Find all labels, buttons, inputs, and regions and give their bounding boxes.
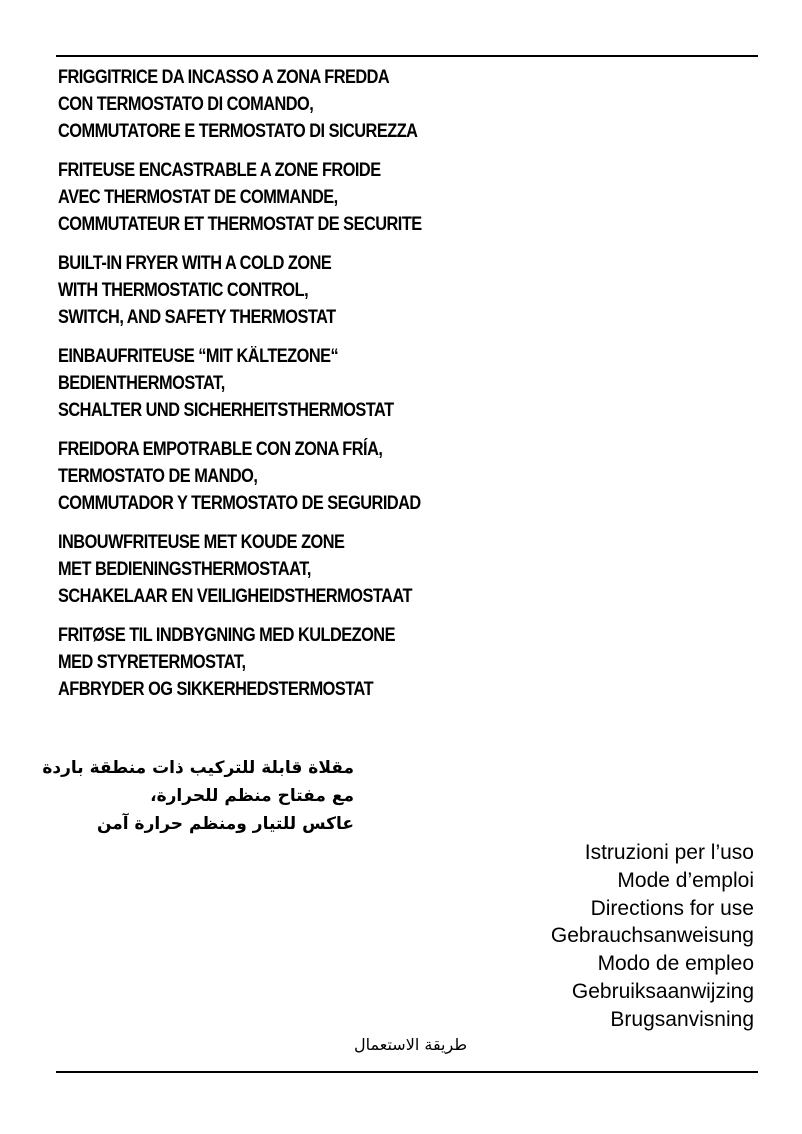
title-line: TERMOSTATO DE MANDO,: [58, 466, 258, 487]
title-line: مع مفتاح منظم للحرارة،: [150, 786, 354, 806]
title-line: AFBRYDER OG SIKKERHEDSTERMOSTAT: [58, 679, 374, 700]
title-block-spanish: [58, 436, 748, 517]
instructions-label-dutch: Gebruiksaanwijzing: [571, 979, 754, 1003]
title-block-german: [58, 343, 748, 424]
title-line: عاكس للتيار ومنظم حرارة آمن: [96, 814, 354, 834]
title-block-italian: [58, 64, 748, 145]
title-block-dutch: [58, 529, 748, 610]
instructions-label-english: Directions for use: [590, 896, 754, 920]
title-line: BEDIENTHERMOSTAT,: [58, 373, 225, 394]
title-line: COMMUTADOR Y TERMOSTATO DE SEGURIDAD: [58, 493, 421, 514]
top-rule: [56, 55, 758, 57]
title-line: SCHALTER UND SICHERHEITSTHERMOSTAT: [58, 400, 394, 421]
title-line: مقلاة قابلة للتركيب ذات منطقة باردة: [42, 758, 354, 778]
title-line: WITH THERMOSTATIC CONTROL,: [58, 280, 309, 301]
product-titles: [58, 64, 748, 715]
title-line: FRIGGITRICE DA INCASSO A ZONA FREDDA: [58, 67, 390, 88]
title-line: COMMUTATEUR ET THERMOSTAT DE SECURITE: [58, 214, 422, 235]
title-line: CON TERMOSTATO DI COMANDO,: [58, 94, 314, 115]
title-line: AVEC THERMOSTAT DE COMMANDE,: [58, 187, 338, 208]
instructions-label-arabic: طريقة الاستعمال: [354, 1034, 468, 1054]
title-line: FREIDORA EMPOTRABLE CON ZONA FRÍA,: [58, 439, 383, 460]
bottom-rule: [56, 1071, 758, 1073]
instructions-label-italian: Istruzioni per l’uso: [584, 841, 754, 864]
title-block-danish: [58, 622, 748, 703]
instructions-label-spanish: Modo de empleo: [597, 952, 754, 976]
title-line: MET BEDIENINGSTHERMOSTAAT,: [58, 559, 311, 580]
instructions-label-french: Mode d’emploi: [617, 868, 754, 892]
title-line: SWITCH, AND SAFETY THERMOSTAT: [58, 307, 336, 328]
title-line: MED STYRETERMOSTAT,: [58, 652, 246, 673]
title-line: INBOUWFRITEUSE MET KOUDE ZONE: [58, 532, 345, 553]
instructions-list: [354, 839, 754, 1056]
instructions-label-danish: Brugsanvisning: [610, 1007, 754, 1031]
title-block-english: [58, 250, 748, 331]
title-line: EINBAUFRITEUSE “MIT KÄLTEZONE“: [58, 346, 339, 367]
title-line: COMMUTATORE E TERMOSTATO DI SICUREZZA: [58, 121, 418, 142]
title-line: BUILT-IN FRYER WITH A COLD ZONE: [58, 253, 332, 274]
title-line: FRITØSE TIL INDBYGNING MED KULDEZONE: [58, 625, 395, 646]
title-line: SCHAKELAAR EN VEILIGHEIDSTHERMOSTAAT: [58, 586, 412, 607]
title-line: FRITEUSE ENCASTRABLE A ZONE FROIDE: [58, 160, 381, 181]
title-block-arabic: [42, 754, 354, 838]
instructions-label-german: Gebrauchsanweisung: [550, 924, 754, 948]
title-block-french: [58, 157, 748, 238]
